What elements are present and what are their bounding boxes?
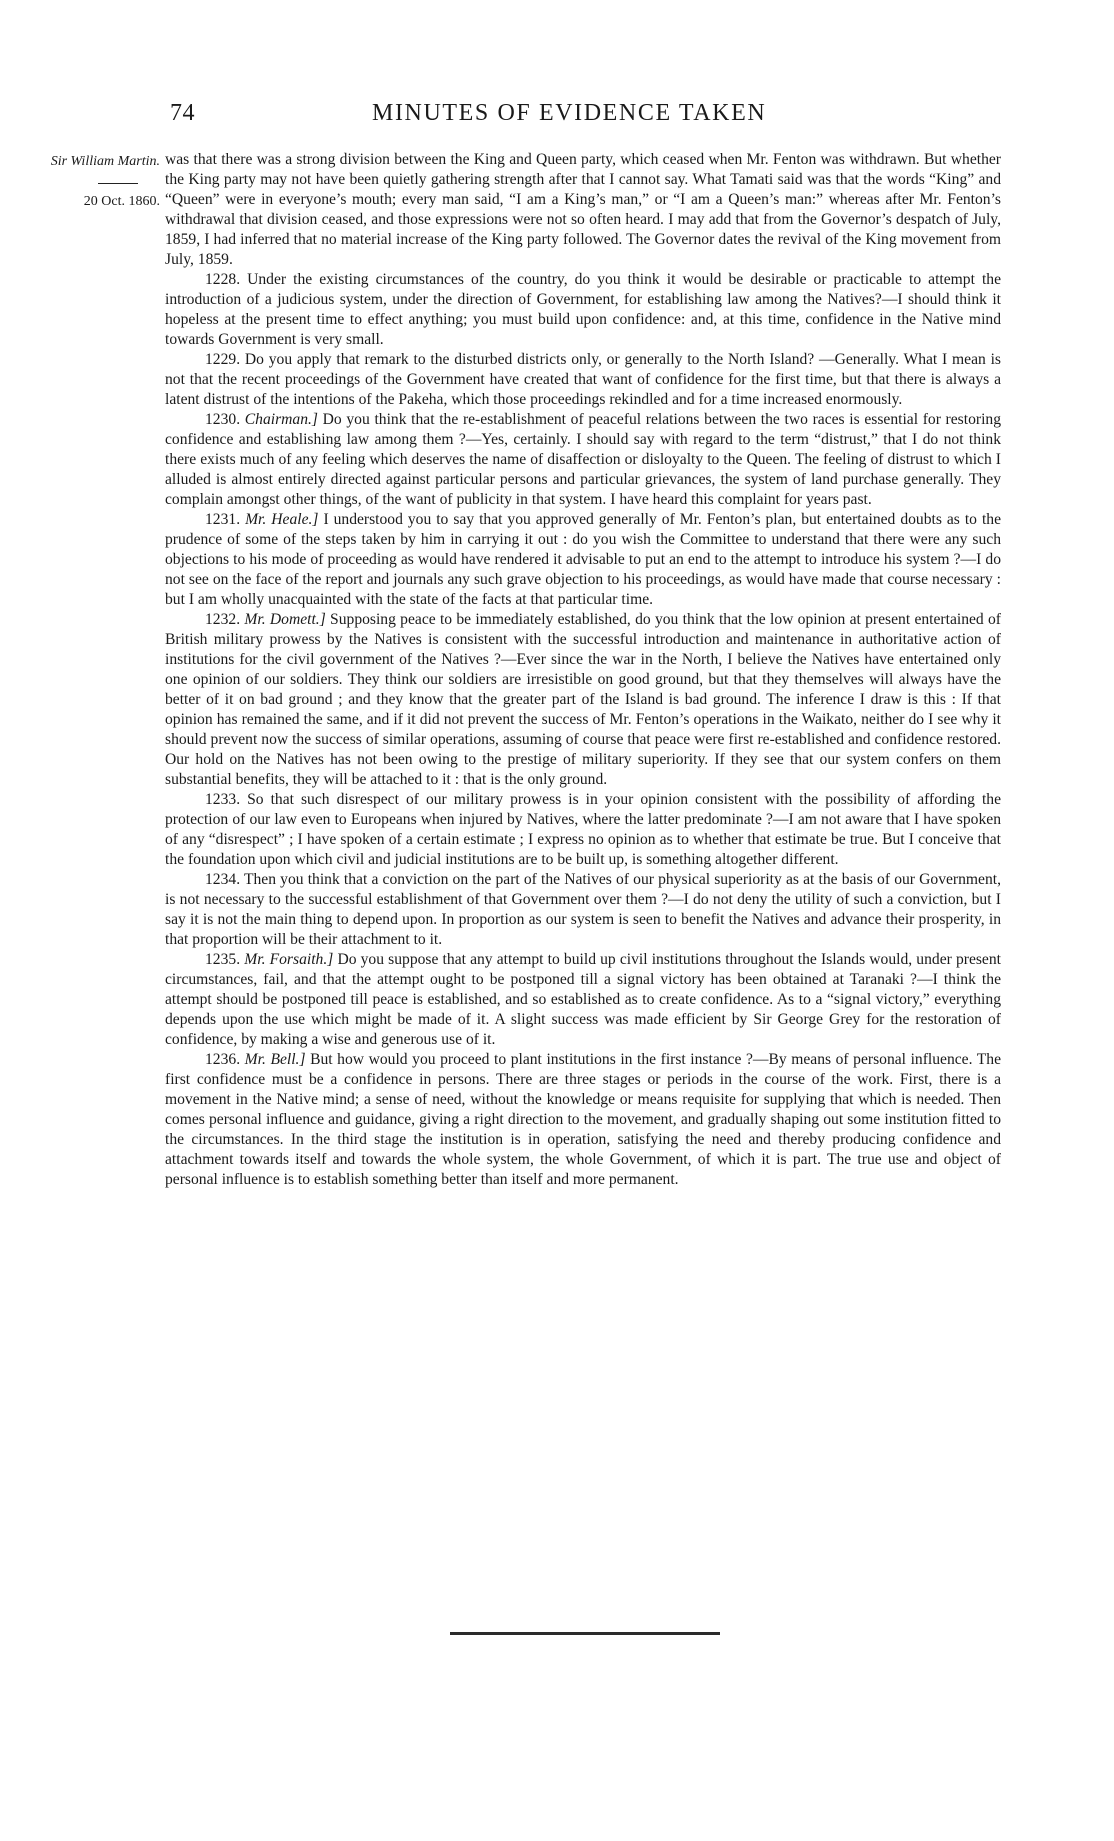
question-number: 1231.: [205, 511, 246, 528]
evidence-body: [165, 150, 1001, 1190]
margin-dash: [98, 183, 138, 184]
speaker: Mr. Domett.]: [244, 611, 331, 628]
question-number: 1235.: [205, 951, 245, 968]
question-number: 1228.: [205, 271, 248, 288]
paragraph: 1233. So that such disrespect of our military prowess is in your opinion consistent with the possibility of affording the protection of our law even to Europeans when injured by Natives, where the latter predominate ?—I am not aware that I have spoken of any “disrespect” ; I have spoken of a certain estimate ; I express no opinion as to whether that estimate be true. But I conceive that the foundation upon which civil and judicial institutions are to be built up, is something altogether different.: [165, 791, 1002, 868]
page-number: 74: [170, 100, 195, 126]
paragraph: 1228. Under the existing circumstances of the country, do you think it would be desirable or practicable to attempt the introduction of a judicious system, under the direction of Government, for establishing law among the Natives?—I should think it hopeless at the present time to effect anything; you must build upon confidence: and, at this time, confidence in the Native mind towards Government is very small.: [165, 271, 1001, 348]
paragraph: was that there was a strong division between the King and Queen party, which ceased when Mr. Fenton was withdrawn. But whether the King party may not have been quietly gathering strength after that I cannot say. What Tamati said was that the words “King” and “Queen” were in everyone’s mouth; every man said, “I am a King’s man,” or “I am a Queen’s man:” whereas after Mr. Fenton’s withdrawal that division ceased, and those expressions were not so often heard. I may add that from the Governor’s despatch of July, 1859, I had inferred that no material increase of the King party followed. The Governor dates the revival of the King movement from July, 1859.: [165, 151, 1001, 268]
paragraph: 1236. Mr. Bell.] But how would you proceed to plant institutions in the first instance ?—By means of personal influence. The first confidence must be a confidence in persons. There are three stages or periods in the course of the work. First, there is a movement in the Native mind; a sense of need, without the knowledge or means requisite for supplying that which is needed. Then comes personal influence and guidance, giving a right direction to the movement, and gradually shaping out some institution fitted to the circumstances. In the third stage the institution is in operation, satisfying the need and thereby producing confidence and attachment towards itself and towards the whole system, the whole Government, of which it is part. The true use and object of personal influence is to establish something better than itself and more permanent.: [165, 1051, 1002, 1188]
question-number: 1236.: [205, 1051, 245, 1068]
paragraph: 1235. Mr. Forsaith.] Do you suppose that any attempt to build up civil institutions throughout the Islands would, under present circumstances, fail, and that the attempt ought to be postponed till a signal victory has been obtained at Taranaki ?—I think the attempt should be postponed till peace is established, and so established as to create confidence. As to a “signal victory,” everything depends upon the use which might be made of it. A slight success was made efficient by Sir George Grey for the restoration of confidence, by making a wise and generous use of it.: [165, 951, 1001, 1048]
speaker: Chairman.]: [244, 411, 323, 428]
question-number: 1232.: [205, 611, 245, 628]
paragraph: 1231. Mr. Heale.] I understood you to say that you approved generally of Mr. Fenton’s plan, but entertained doubts as to the prudence of some of the steps taken by him in carrying it out : do you wish the Committee to understand that there were any such objections to his mode of proceeding as would have rendered it advisable to put an end to the attempt to introduce his system ?—I do not see on the face of the report and journals any such grave objection to his proceedings, as would have made that course necessary : but I am wholly unacquainted with the state of the facts at that particular time.: [165, 511, 1001, 608]
question-number: 1229.: [205, 351, 245, 368]
question-number: 1233.: [205, 791, 248, 808]
page-title: MINUTES OF EVIDENCE TAKEN: [372, 100, 767, 126]
question-number: 1230.: [205, 411, 245, 428]
witness-name: Sir William Martin.: [50, 154, 160, 169]
paragraph: 1229. Do you apply that remark to the disturbed districts only, or generally to the North Island? —Generally. What I mean is not that the recent proceedings of the Government have created that want of confidence for the first time, but that there is always a latent distrust of the intentions of the Pakeha, which those proceedings rekindled and for a time increased enormously.: [165, 351, 1002, 408]
paragraph: 1232. Mr. Domett.] Supposing peace to be immediately established, do you think that the low opinion at present entertained of British military prowess by the Natives is consistent with the successful introduction and maintenance in authoritative action of institutions for the civil government of the Natives ?—Ever since the war in the North, I believe the Natives have entertained only one opinion of our soldiers. They think our soldiers are irresistible on good ground, but that they themselves will always have the better of it on bad ground ; and they know that the greater part of the Island is bad ground. The inference I draw is this : If that opinion has remained the same, and if it did not prevent the success of Mr. Fenton’s operations in the Waikato, neither do I see why it should prevent now the success of similar operations, assuming of course that peace were first re-established and confidence restored. Our hold on the Natives has not been owing to the prestige of military superiority. If they see that our system confers on them substantial benefits, they will be attached to it : that is the only ground.: [165, 611, 1001, 788]
margin-note: [10, 152, 160, 212]
speaker: Mr. Bell.]: [244, 1051, 311, 1068]
speaker: Mr. Forsaith.]: [244, 951, 338, 968]
paragraph: 1230. Chairman.] Do you think that the re-establishment of peaceful relations between the two races is essential for restoring confidence and establishing law among them ?—Yes, certainly. I should say with regard to the term “distrust,” that I do not think there exists much of any feeling which deserves the name of disaffection or disloyalty to the Queen. The feeling of distrust to which I alluded is almost entirely directed against particular persons and particular grievances, the system of land purchase generally. They complain amongst other things, of the want of publicity in that system. I have heard this complaint for years past.: [165, 411, 1001, 508]
question-number: 1234.: [205, 871, 244, 888]
page-header: [0, 100, 1114, 134]
paragraph: 1234. Then you think that a conviction on the part of the Natives of our physical superiority as at the basis of our Government, is not necessary to the successful establishment of that Government over them ?—I do not deny the utility of such a conviction, but I say it is not the main thing to depend upon. In proportion as our system is seen to benefit the Natives and advance their prosperity, in that proportion will be their attachment to it.: [165, 871, 1001, 948]
speaker: Mr. Heale.]: [245, 511, 324, 528]
evidence-date: 20 Oct. 1860.: [83, 194, 160, 209]
section-end-rule: [450, 1632, 720, 1635]
